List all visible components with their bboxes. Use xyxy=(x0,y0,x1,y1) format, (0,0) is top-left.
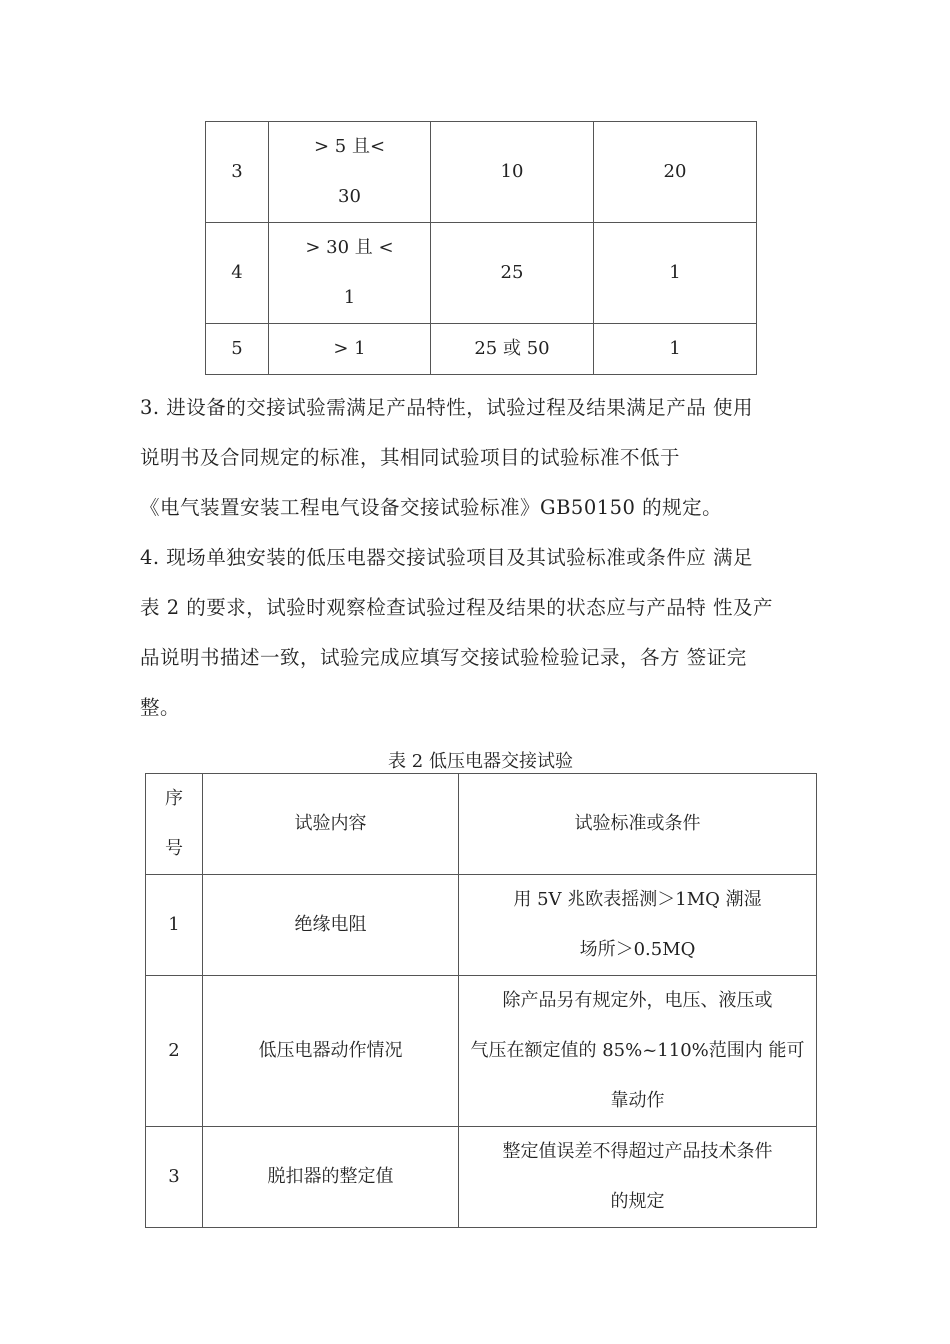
paragraph-4-line-4: 整。 xyxy=(140,696,181,719)
table-cell: 脱扣器的整定值 xyxy=(203,1127,459,1228)
table-cell: 4 xyxy=(206,223,269,324)
table-cell: 整定值误差不得超过产品技术条件 的规定 xyxy=(459,1127,817,1228)
table-cell: 25 或 50 xyxy=(431,324,594,375)
paragraph-4-line-2: 表 2 的要求，试验时观察检查试验过程及结果的状态应与产品特 性及产 xyxy=(140,596,774,619)
table-row xyxy=(146,1127,817,1228)
table-cell: 1 xyxy=(146,875,203,976)
paragraph-3-line-2: 说明书及合同规定的标准，其相同试验项目的试验标准不低于 xyxy=(140,446,681,469)
table-cell: 20 xyxy=(594,122,757,223)
table-row xyxy=(206,122,757,223)
table-row xyxy=(146,875,817,976)
header-cell-standard: 试验标准或条件 xyxy=(459,774,817,875)
table-header-row xyxy=(146,774,817,875)
table-cell: > 5 且< 30 xyxy=(269,122,431,223)
table-cell: 1 xyxy=(594,324,757,375)
table-1 xyxy=(205,121,757,375)
paragraph-3-line-3: 《电气装置安装工程电气设备交接试验标准》GB50150 的规定。 xyxy=(140,496,723,519)
table-cell: 10 xyxy=(431,122,594,223)
table-row xyxy=(146,976,817,1127)
paragraph-4-line-3: 品说明书描述一致，试验完成应填写交接试验检验记录，各方 签证完 xyxy=(140,646,747,669)
table-cell: 2 xyxy=(146,976,203,1127)
table-cell: 用 5V 兆欧表摇测＞1MQ 潮湿 场所＞0.5MQ xyxy=(459,875,817,976)
table-cell: 1 xyxy=(594,223,757,324)
paragraph-3-line-1: 3. 进设备的交接试验需满足产品特性，试验过程及结果满足产品 使用 xyxy=(140,396,754,419)
paragraph-4-line-1: 4. 现场单独安装的低压电器交接试验项目及其试验标准或条件应 满足 xyxy=(140,546,754,569)
table-row xyxy=(206,324,757,375)
header-cell-no: 序 号 xyxy=(146,774,203,875)
table-cell: 3 xyxy=(206,122,269,223)
table-2 xyxy=(145,773,817,1228)
table-cell: 25 xyxy=(431,223,594,324)
table-cell: 绝缘电阻 xyxy=(203,875,459,976)
table-cell: 低压电器动作情况 xyxy=(203,976,459,1127)
table-2-caption: 表 2 低压电器交接试验 xyxy=(388,751,573,772)
table-cell: 3 xyxy=(146,1127,203,1228)
header-cell-item: 试验内容 xyxy=(203,774,459,875)
table-cell: > 30 且 < 1 xyxy=(269,223,431,324)
table-cell: 5 xyxy=(206,324,269,375)
table-cell: 除产品另有规定外，电压、液压或 气压在额定值的 85%~110%范围内 能可 靠动作 xyxy=(459,976,817,1127)
table-cell: > 1 xyxy=(269,324,431,375)
table-row xyxy=(206,223,757,324)
